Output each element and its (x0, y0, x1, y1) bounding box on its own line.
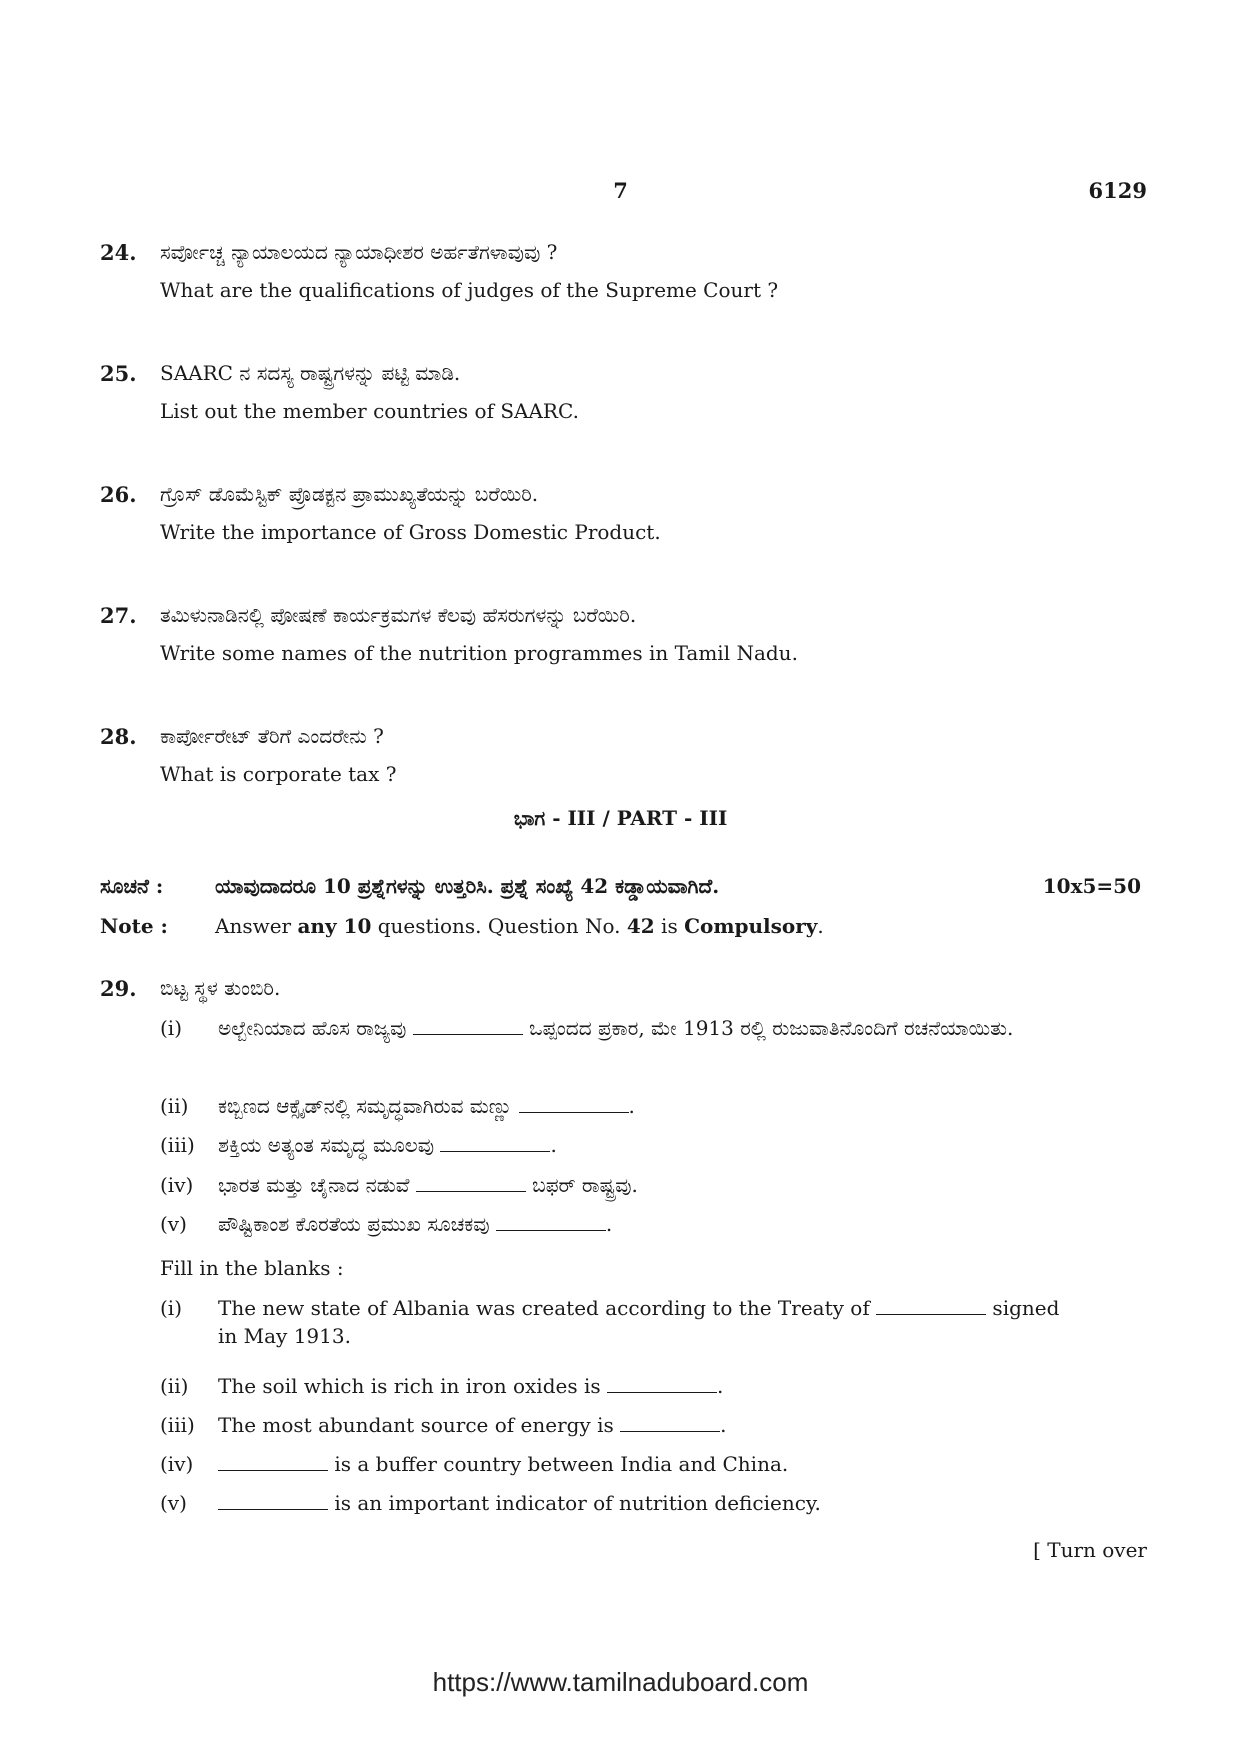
note-is: is (654, 914, 685, 938)
marks-scheme: 10x5=50 (1042, 874, 1141, 898)
note-text-kannada: ಯಾವುದಾದರೂ 10 ಪ್ರಶ್ನೆಗಳನ್ನು ಉತ್ತರಿಸಿ. ಪ್ರಶ್ನೆ ಸಂಖ್ಯೆ 42 ಕಡ್ಡಾಯವಾಗಿದೆ. (215, 874, 720, 898)
item-post: . (720, 1413, 727, 1437)
question-number: 26. (100, 482, 137, 507)
item-pre: The new state of Albania was created according to the Treaty of (218, 1296, 877, 1320)
item-roman: (iv) (160, 1173, 194, 1197)
question-number: 25. (100, 361, 137, 386)
question-english: What are the qualifications of judges of the Supreme Court ? (160, 278, 779, 302)
item-roman: (v) (160, 1212, 187, 1236)
fill-blank (218, 1452, 328, 1471)
fill-blank (620, 1413, 720, 1432)
item-post: . (716, 1374, 724, 1398)
item-text (218, 1131, 1118, 1159)
note-label-english: Note : (100, 914, 168, 938)
question-english: Write the importance of Gross Domestic Product. (160, 520, 661, 544)
question-number: 29. (100, 976, 137, 1001)
turn-over-note: [ Turn over (1033, 1538, 1147, 1562)
item-text (218, 1171, 1118, 1199)
question-number: 27. (100, 603, 137, 628)
fill-blank (413, 1016, 523, 1035)
item-text (218, 1450, 1118, 1478)
item-post: ಬಫರ್ ರಾಷ್ಟ್ರವು. (525, 1173, 638, 1197)
note-number: 42 (626, 914, 655, 938)
item-pre: ಪೌಷ್ಟಿಕಾಂಶ ಕೊರತೆಯ ಪ್ರಮುಖ ಸೂಚಕವು (218, 1212, 496, 1236)
item-text (218, 1372, 1118, 1400)
question-english: What is corporate tax ? (160, 762, 397, 786)
fill-blank (440, 1133, 550, 1152)
fill-blank (218, 1491, 328, 1510)
item-post: . (550, 1133, 557, 1157)
question-stem-kannada: ಬಿಟ್ಟ ಸ್ಥಳ ತುಂಬಿರಿ. (160, 976, 281, 1000)
note-compulsory: Compulsory (684, 914, 818, 938)
item-text (218, 1294, 1078, 1350)
item-roman: (ii) (160, 1374, 189, 1398)
question-kannada: ಸರ್ವೋಚ್ಚ ನ್ಯಾಯಾಲಯದ ನ್ಯಾಯಾಧೀಶರ ಅರ್ಹತೆಗಳಾವುವು ? (160, 240, 558, 264)
question-stem-english: Fill in the blanks : (160, 1256, 344, 1280)
part-title: ಭಾಗ - III / PART - III (513, 806, 728, 830)
item-roman: (iv) (160, 1452, 194, 1476)
item-roman: (i) (160, 1296, 183, 1320)
item-pre: The most abundant source of energy is (218, 1413, 621, 1437)
note-pre: Answer (215, 914, 298, 938)
question-english: Write some names of the nutrition programmes in Tamil Nadu. (160, 641, 798, 665)
question-kannada: ತಮಿಳುನಾಡಿನಲ್ಲಿ ಪೋಷಣೆ ಕಾರ್ಯಕ್ರಮಗಳ ಕೆಲವು ಹೆಸರುಗಳನ್ನು ಬರೆಯಿರಿ. (160, 603, 637, 627)
question-kannada: ಕಾರ್ಪೋರೇಟ್ ತೆರಿಗೆ ಎಂದರೇನು ? (160, 724, 384, 748)
fill-blank (519, 1094, 629, 1113)
paper-code: 6129 (1088, 178, 1147, 203)
item-pre: ಅಲ್ಬೇನಿಯಾದ ಹೊಸ ರಾಜ್ಯವು (218, 1016, 413, 1040)
note-any: any 10 (297, 914, 372, 938)
question-kannada: SAARC ನ ಸದಸ್ಯ ರಾಷ್ಟ್ರಗಳನ್ನು ಪಟ್ಟಿ ಮಾಡಿ. (160, 361, 461, 385)
note-text-english (215, 914, 824, 938)
item-post: . (605, 1212, 613, 1236)
question-english: List out the member countries of SAARC. (160, 399, 579, 423)
item-pre: ಕಬ್ಬಿಣದ ಆಕ್ಸೈಡ್‌ನಲ್ಲಿ ಸಮೃದ್ಧವಾಗಿರುವ ಮಣ್ಣು (218, 1094, 519, 1118)
item-post: ಒಪ್ಪಂದದ ಪ್ರಕಾರ, ಮೇ 1913 ರಲ್ಲಿ ರುಜುವಾತಿನೊಂದಿಗೆ ರಚನೆಯಾಯಿತು. (522, 1016, 1014, 1040)
item-post: is a buffer country between India and China. (328, 1452, 789, 1476)
note-mid: questions. Question No. (371, 914, 627, 938)
item-pre: ಭಾರತ ಮತ್ತು ಚೈನಾದ ನಡುವೆ (218, 1173, 416, 1197)
question-number: 24. (100, 240, 137, 265)
page-number: 7 (613, 178, 628, 203)
item-text (218, 1092, 1118, 1120)
fill-blank (876, 1296, 986, 1315)
item-roman: (ii) (160, 1094, 189, 1118)
item-roman: (v) (160, 1491, 187, 1515)
item-text (218, 1489, 1118, 1517)
item-post: is an important indicator of nutrition deficiency. (328, 1491, 821, 1515)
item-post: . (628, 1094, 635, 1118)
footer-url[interactable]: https://www.tamilnaduboard.com (432, 1667, 809, 1697)
fill-blank (607, 1374, 717, 1393)
fill-blank (416, 1173, 526, 1192)
item-text (218, 1014, 1118, 1042)
fill-blank (496, 1212, 606, 1231)
question-kannada: ಗ್ರೊಸ್ ಡೊಮೆಸ್ಟಿಕ್ ಪ್ರೊಡಕ್ಟನ ಪ್ರಾಮುಖ್ಯತೆಯನ್ನು ಬರೆಯಿರಿ. (160, 482, 539, 506)
item-post: signed in May 1913. (218, 1296, 1060, 1348)
item-pre: ಶಕ್ತಿಯ ಅತ್ಯಂತ ಸಮೃದ್ಧ ಮೂಲವು (218, 1133, 441, 1157)
item-roman: (i) (160, 1016, 183, 1040)
note-end: . (817, 914, 824, 938)
item-roman: (iii) (160, 1413, 195, 1437)
item-pre: The soil which is rich in iron oxides is (218, 1374, 607, 1398)
item-text (218, 1411, 1118, 1439)
item-roman: (iii) (160, 1133, 195, 1157)
item-text (218, 1210, 1118, 1238)
question-number: 28. (100, 724, 137, 749)
note-label-kannada: ಸೂಚನೆ : (100, 874, 164, 898)
